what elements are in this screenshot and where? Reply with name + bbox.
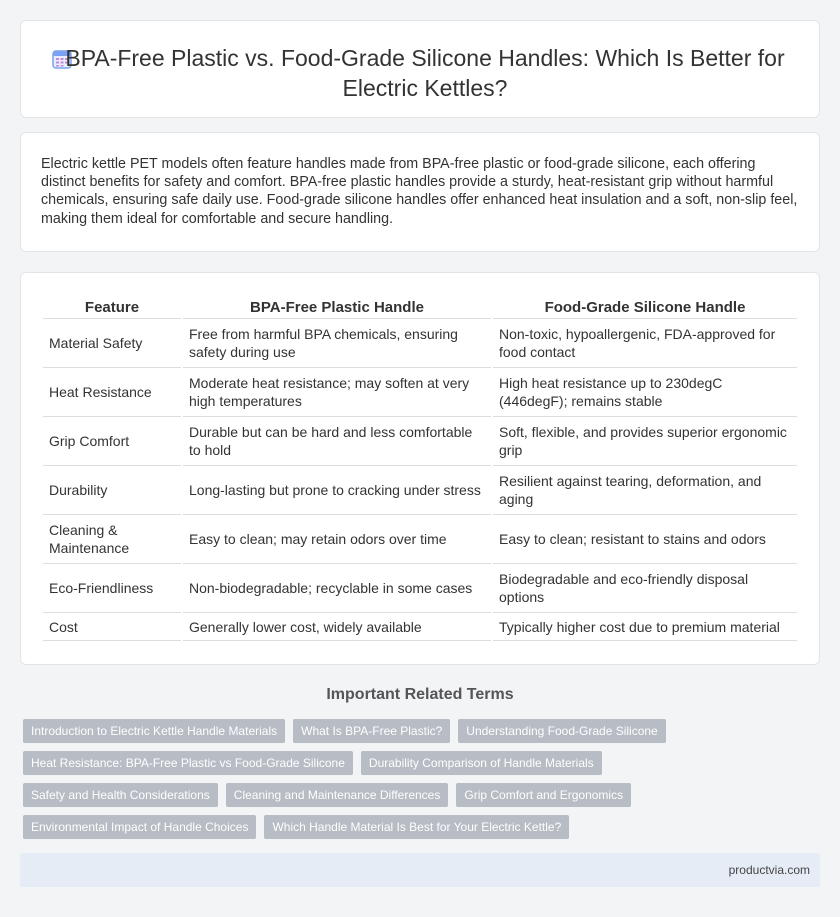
column-header-silicone: Food-Grade Silicone Handle — [493, 295, 797, 319]
comparison-table — [41, 295, 799, 641]
feature-cell: Heat Resistance — [43, 368, 181, 417]
plastic-cell: Easy to clean; may retain odors over time — [183, 515, 491, 564]
table-row — [43, 368, 797, 417]
feature-cell: Durability — [43, 466, 181, 515]
footer — [20, 853, 820, 887]
related-term-tag[interactable]: Introduction to Electric Kettle Handle Materials — [23, 719, 285, 743]
comparison-table-card — [20, 272, 820, 665]
table-row — [43, 319, 797, 368]
header-card — [20, 20, 820, 118]
plastic-cell: Free from harmful BPA chemicals, ensuring safety during use — [183, 319, 491, 368]
related-terms-list — [23, 719, 803, 839]
feature-cell: Cleaning & Maintenance — [43, 515, 181, 564]
silicone-cell: Soft, flexible, and provides superior ergonomic grip — [493, 417, 797, 466]
table-row — [43, 466, 797, 515]
plastic-cell: Long-lasting but prone to cracking under stress — [183, 466, 491, 515]
column-header-feature: Feature — [43, 295, 181, 319]
intro-paragraph: Electric kettle PET models often feature handles made from BPA-free plastic or food-grade silicone, each offering distinct benefits for safety and comfort. BPA-free plastic handles provide a sturdy, heat-resistant grip without harmful chemicals, ensuring safe daily use. Food-grade silicone handles offer enhanced heat insulation and a soft, non-slip feel, making them ideal for comfortable and secure handling. — [41, 156, 798, 227]
related-term-tag[interactable]: Understanding Food-Grade Silicone — [458, 719, 665, 743]
footer-site-link[interactable]: productvia.com — [728, 863, 810, 877]
table-row — [43, 613, 797, 641]
column-header-plastic: BPA-Free Plastic Handle — [183, 295, 491, 319]
intro-card — [20, 132, 820, 252]
table-row — [43, 564, 797, 613]
related-terms-heading: Important Related Terms — [326, 686, 514, 703]
related-term-tag[interactable]: What Is BPA-Free Plastic? — [293, 719, 450, 743]
page-title: BPA-Free Plastic vs. Food-Grade Silicone Handles: Which Is Better for Electric Kettles? — [65, 45, 785, 101]
plastic-cell: Moderate heat resistance; may soften at very high temperatures — [183, 368, 491, 417]
silicone-cell: Easy to clean; resistant to stains and odors — [493, 515, 797, 564]
plastic-cell: Non-biodegradable; recyclable in some cases — [183, 564, 491, 613]
related-term-tag[interactable]: Cleaning and Maintenance Differences — [226, 783, 449, 807]
silicone-cell: Biodegradable and eco-friendly disposal options — [493, 564, 797, 613]
related-term-tag[interactable]: Environmental Impact of Handle Choices — [23, 815, 256, 839]
silicone-cell: Typically higher cost due to premium material — [493, 613, 797, 641]
table-row — [43, 515, 797, 564]
silicone-cell: Resilient against tearing, deformation, and aging — [493, 466, 797, 515]
plastic-cell: Durable but can be hard and less comfortable to hold — [183, 417, 491, 466]
silicone-cell: Non-toxic, hypoallergenic, FDA-approved for food contact — [493, 319, 797, 368]
feature-cell: Material Safety — [43, 319, 181, 368]
table-header-row — [43, 295, 797, 319]
feature-cell: Eco-Friendliness — [43, 564, 181, 613]
related-term-tag[interactable]: Grip Comfort and Ergonomics — [456, 783, 631, 807]
table-row — [43, 417, 797, 466]
related-term-tag[interactable]: Durability Comparison of Handle Materials — [361, 751, 602, 775]
silicone-cell: High heat resistance up to 230degC (446degF); remains stable — [493, 368, 797, 417]
feature-cell: Grip Comfort — [43, 417, 181, 466]
related-term-tag[interactable]: Heat Resistance: BPA-Free Plastic vs Food-Grade Silicone — [23, 751, 353, 775]
plastic-cell: Generally lower cost, widely available — [183, 613, 491, 641]
feature-cell: Cost — [43, 613, 181, 641]
related-term-tag[interactable]: Safety and Health Considerations — [23, 783, 218, 807]
related-term-tag[interactable]: Which Handle Material Is Best for Your Electric Kettle? — [264, 815, 569, 839]
